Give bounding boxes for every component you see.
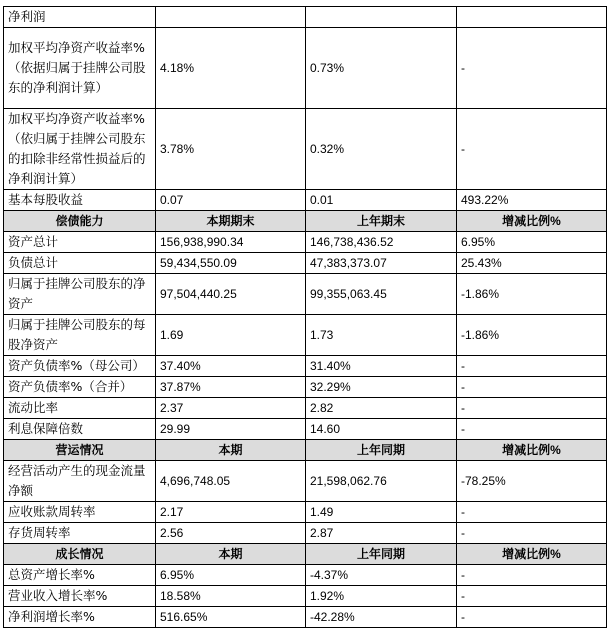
table-body	[4, 7, 607, 628]
row-label-cell: 归属于挂牌公司股东的净资产	[4, 274, 156, 315]
row-label-cell: 经营活动产生的现金流量净额	[4, 461, 156, 502]
financial-indicators-table	[3, 6, 607, 628]
value-cell: 146,738,436.52	[306, 232, 457, 253]
value-cell: 37.40%	[156, 356, 306, 377]
row-label-cell: 归属于挂牌公司股东的每股净资产	[4, 315, 156, 356]
value-cell: 2.87	[306, 523, 457, 544]
value-cell	[156, 7, 306, 28]
row-label-cell: 应收账款周转率	[4, 502, 156, 523]
table-row	[4, 190, 607, 211]
value-cell: 2.17	[156, 502, 306, 523]
row-label-cell: 流动比率	[4, 398, 156, 419]
value-cell: 14.60	[306, 419, 457, 440]
value-cell: 29.99	[156, 419, 306, 440]
table-row	[4, 377, 607, 398]
value-cell: 493.22%	[457, 190, 607, 211]
value-cell: 6.95%	[457, 232, 607, 253]
value-cell: -1.86%	[457, 274, 607, 315]
value-cell: 0.01	[306, 190, 457, 211]
value-cell: 18.58%	[156, 586, 306, 607]
table-row	[4, 607, 607, 628]
value-cell: -	[457, 565, 607, 586]
value-cell: 2.56	[156, 523, 306, 544]
value-cell: 47,383,373.07	[306, 253, 457, 274]
row-label-cell: 基本每股收益	[4, 190, 156, 211]
row-label-cell: 营业收入增长率%	[4, 586, 156, 607]
value-cell	[306, 7, 457, 28]
table-row	[4, 419, 607, 440]
value-cell: -	[457, 109, 607, 190]
value-cell: 6.95%	[156, 565, 306, 586]
value-cell: 4,696,748.05	[156, 461, 306, 502]
row-label-cell: 资产总计	[4, 232, 156, 253]
value-cell: 37.87%	[156, 377, 306, 398]
value-cell: 3.78%	[156, 109, 306, 190]
value-cell: 增减比例%	[457, 544, 607, 565]
row-label-cell: 利息保障倍数	[4, 419, 156, 440]
value-cell: -	[457, 502, 607, 523]
value-cell: 1.73	[306, 315, 457, 356]
value-cell: 21,598,062.76	[306, 461, 457, 502]
table-row	[4, 356, 607, 377]
section-header-row	[4, 211, 607, 232]
section-title-cell: 偿债能力	[4, 211, 156, 232]
value-cell: 25.43%	[457, 253, 607, 274]
table-row	[4, 274, 607, 315]
value-cell: 本期期末	[156, 211, 306, 232]
value-cell: -4.37%	[306, 565, 457, 586]
value-cell: 上年同期	[306, 544, 457, 565]
value-cell: 上年同期	[306, 440, 457, 461]
section-header-row	[4, 544, 607, 565]
row-label-cell: 资产负债率%（合并）	[4, 377, 156, 398]
value-cell: 97,504,440.25	[156, 274, 306, 315]
value-cell	[457, 7, 607, 28]
row-label-cell: 净利润	[4, 7, 156, 28]
table-row	[4, 398, 607, 419]
value-cell: -78.25%	[457, 461, 607, 502]
value-cell: 上年期末	[306, 211, 457, 232]
value-cell: 32.29%	[306, 377, 457, 398]
row-label-cell: 存货周转率	[4, 523, 156, 544]
value-cell: 4.18%	[156, 28, 306, 109]
value-cell: 0.73%	[306, 28, 457, 109]
value-cell: 1.92%	[306, 586, 457, 607]
value-cell: 99,355,063.45	[306, 274, 457, 315]
value-cell: -	[457, 586, 607, 607]
value-cell: 2.37	[156, 398, 306, 419]
value-cell: -	[457, 356, 607, 377]
value-cell: -1.86%	[457, 315, 607, 356]
table-row	[4, 315, 607, 356]
table-row	[4, 461, 607, 502]
value-cell: 0.32%	[306, 109, 457, 190]
value-cell: 156,938,990.34	[156, 232, 306, 253]
value-cell: 1.69	[156, 315, 306, 356]
value-cell: 增减比例%	[457, 211, 607, 232]
row-label-cell: 加权平均净资产收益率%（依据归属于挂牌公司股东的净利润计算）	[4, 28, 156, 109]
table-row	[4, 7, 607, 28]
value-cell: -	[457, 419, 607, 440]
value-cell: -42.28%	[306, 607, 457, 628]
value-cell: -	[457, 607, 607, 628]
value-cell: 31.40%	[306, 356, 457, 377]
table-row	[4, 28, 607, 109]
value-cell: -	[457, 377, 607, 398]
row-label-cell: 净利润增长率%	[4, 607, 156, 628]
section-title-cell: 营运情况	[4, 440, 156, 461]
table-row	[4, 586, 607, 607]
value-cell: 516.65%	[156, 607, 306, 628]
value-cell: 59,434,550.09	[156, 253, 306, 274]
table-row	[4, 109, 607, 190]
value-cell: 本期	[156, 544, 306, 565]
row-label-cell: 资产负债率%（母公司）	[4, 356, 156, 377]
value-cell: 增减比例%	[457, 440, 607, 461]
section-header-row	[4, 440, 607, 461]
row-label-cell: 总资产增长率%	[4, 565, 156, 586]
value-cell: 0.07	[156, 190, 306, 211]
value-cell: 2.82	[306, 398, 457, 419]
value-cell: -	[457, 28, 607, 109]
row-label-cell: 加权平均净资产收益率%（依归属于挂牌公司股东的扣除非经常性损益后的净利润计算）	[4, 109, 156, 190]
table-row	[4, 565, 607, 586]
value-cell: 本期	[156, 440, 306, 461]
table-row	[4, 253, 607, 274]
section-title-cell: 成长情况	[4, 544, 156, 565]
table-row	[4, 523, 607, 544]
table-row	[4, 502, 607, 523]
value-cell: 1.49	[306, 502, 457, 523]
table-row	[4, 232, 607, 253]
value-cell: -	[457, 523, 607, 544]
value-cell: -	[457, 398, 607, 419]
row-label-cell: 负债总计	[4, 253, 156, 274]
